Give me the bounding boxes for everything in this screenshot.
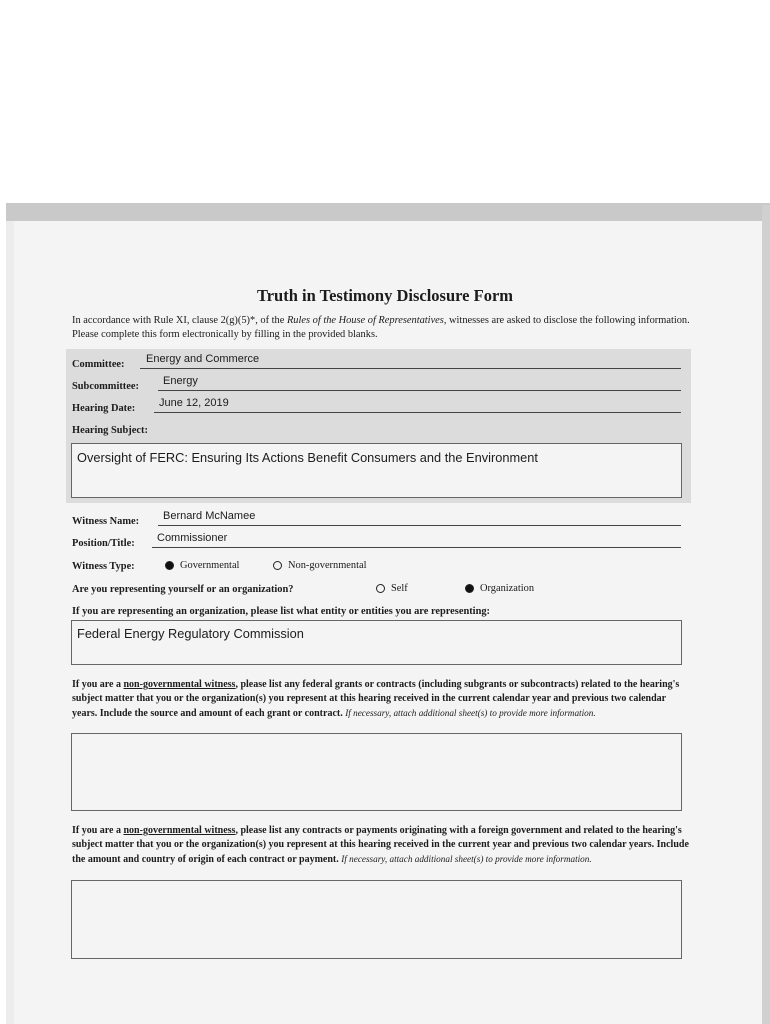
option-label: Non-governmental — [288, 560, 367, 571]
form-title: Truth in Testimony Disclosure Form — [256, 286, 514, 305]
radio-selected-icon[interactable] — [465, 584, 474, 593]
position-title-field-line[interactable] — [152, 533, 681, 548]
intro-rules: Rules of the House of Representatives — [286, 315, 444, 326]
option-label: Self — [391, 583, 408, 594]
option-label: Governmental — [180, 560, 240, 571]
radio-unselected-icon[interactable] — [376, 584, 385, 593]
foreign-note: If necessary, attach additional sheet(s) to provide more information. — [341, 854, 592, 864]
organization-value[interactable]: Federal Energy Regulatory Commission — [77, 626, 304, 641]
witness-type-label: Witness Type: — [72, 561, 135, 572]
intro-part2: , witnesses are asked to disclose the following information. Please complete this form electronically by filling in the provided blanks. — [72, 315, 690, 340]
witness-name-value[interactable]: Bernard McNamee — [163, 510, 256, 522]
grants-field[interactable] — [71, 733, 682, 811]
subcommittee-value[interactable]: Energy — [163, 375, 198, 387]
witness-type-nongovernmental-option[interactable] — [273, 560, 366, 571]
grants-instructions — [72, 678, 692, 721]
representing-label: Are you representing yourself or an organization? — [72, 584, 294, 595]
position-title-label: Position/Title: — [72, 538, 135, 549]
foreign-body: , please list any contracts or payments originating with a foreign government and related to the hearing's subject matter that you or the organization(s) you represent at this hearing received in the current year and previous two calendar years. Include the amount and country of origin of each contract or payment. — [72, 825, 689, 865]
hearing-subject-label: Hearing Subject: — [72, 425, 148, 436]
hearing-subject-value[interactable]: Oversight of FERC: Ensuring Its Actions Benefit Consumers and the Environment — [77, 450, 538, 465]
committee-value[interactable]: Energy and Commerce — [146, 353, 260, 365]
grants-prefix: If you are a — [72, 679, 124, 690]
representing-self-option[interactable] — [376, 583, 408, 594]
committee-label: Committee: — [72, 359, 125, 370]
organization-prompt: If you are representing an organization, please list what entity or entities you are representing: — [72, 606, 491, 617]
foreign-payments-instructions — [72, 824, 692, 867]
grants-note: If necessary, attach additional sheet(s) to provide more information. — [345, 708, 596, 718]
grants-underlined: non-governmental witness — [123, 679, 236, 690]
subcommittee-field-line[interactable] — [158, 376, 681, 391]
foreign-prefix: If you are a — [72, 825, 124, 836]
hearing-date-value[interactable]: June 12, 2019 — [159, 397, 229, 409]
witness-type-governmental-option[interactable] — [165, 560, 239, 571]
foreign-underlined: non-governmental witness — [123, 825, 236, 836]
grants-body: , please list any federal grants or contracts (including subgrants or subcontracts) related to the hearing's subject matter that you or the organization(s) you represent at this hearing received in the current calendar year and previous two calendar years. Include the source and amount of each grant or contract. — [72, 679, 680, 719]
hearing-date-field-line[interactable] — [154, 398, 681, 413]
radio-unselected-icon[interactable] — [273, 561, 282, 570]
representing-organization-option[interactable] — [465, 583, 534, 594]
option-label: Organization — [480, 583, 535, 594]
foreign-payments-field[interactable] — [71, 880, 682, 959]
radio-selected-icon[interactable] — [165, 561, 174, 570]
scan-right-edge — [762, 205, 770, 1024]
intro-part1: In accordance with Rule XI, clause 2(g)(5)*, of the — [72, 315, 287, 326]
subcommittee-label: Subcommittee: — [72, 381, 139, 392]
scan-top-edge — [6, 203, 770, 221]
hearing-date-label: Hearing Date: — [72, 403, 136, 414]
position-title-value[interactable]: Commissioner — [157, 532, 228, 544]
intro-text — [72, 314, 692, 342]
witness-name-label: Witness Name: — [72, 516, 140, 527]
